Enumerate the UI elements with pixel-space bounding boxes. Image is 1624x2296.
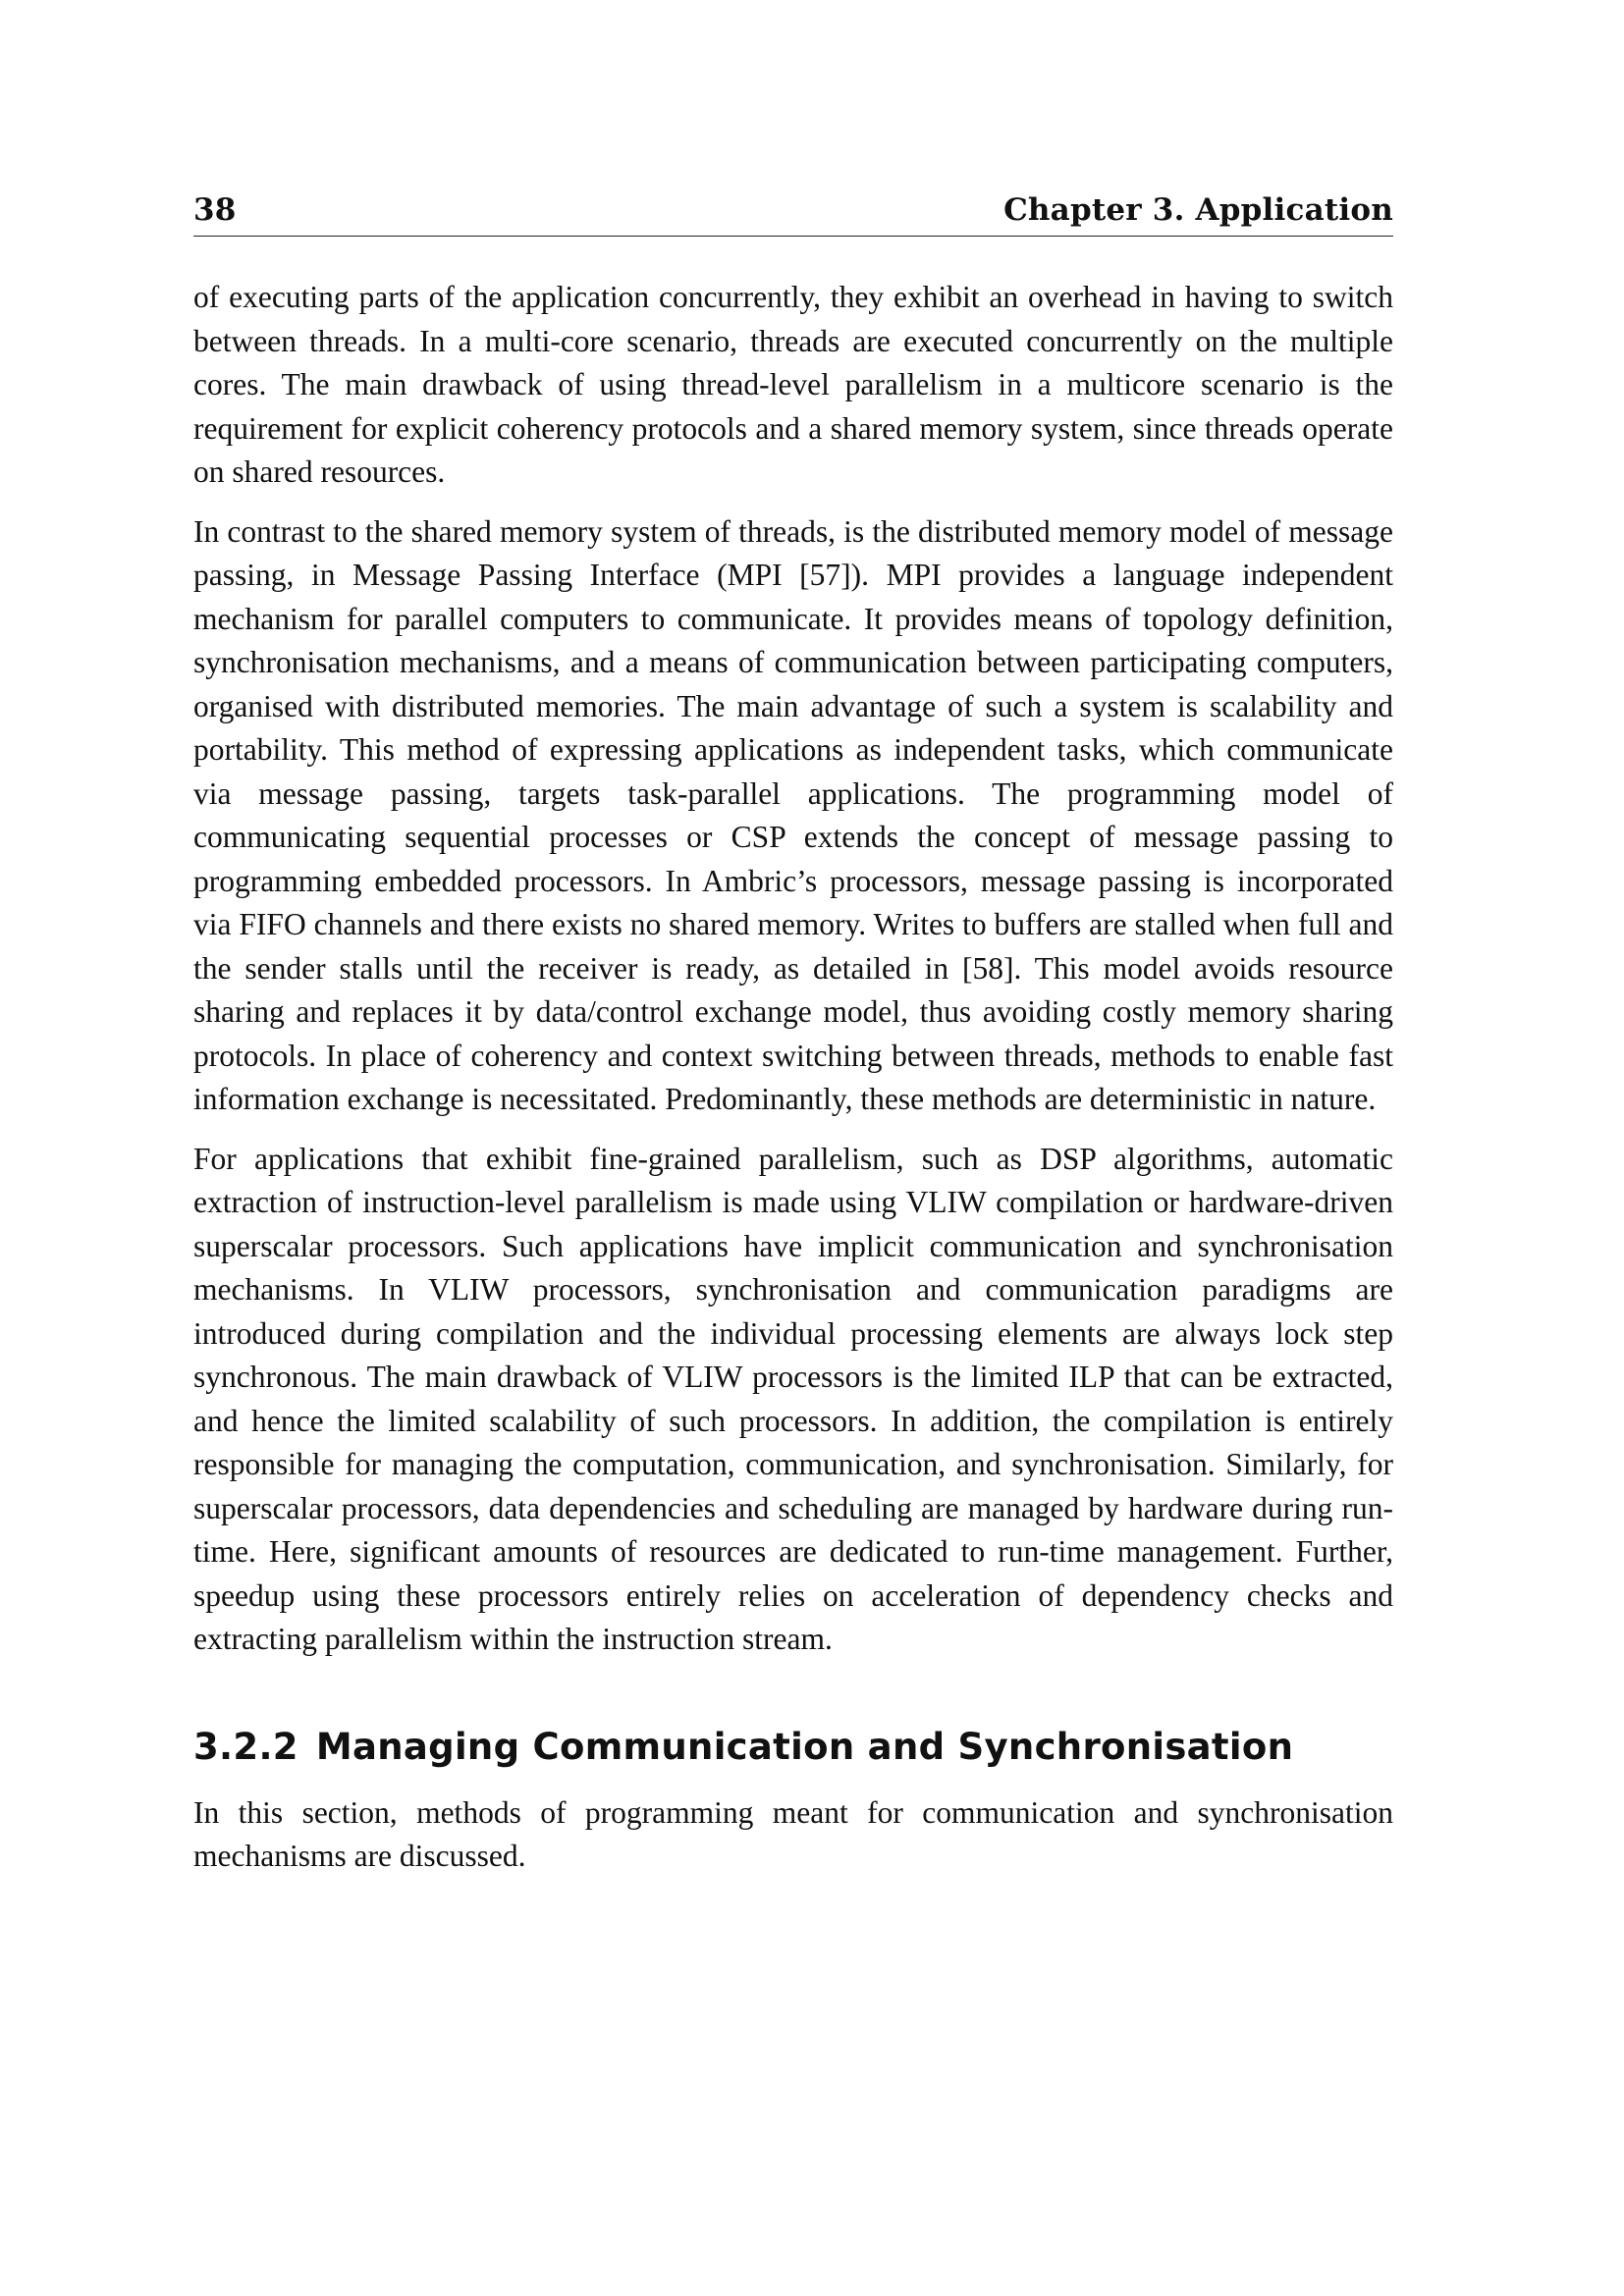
chapter-title: Chapter 3. Application [1003,192,1393,228]
section-paragraph: In this section, methods of programming meant for communication and synchronisation mechanisms are discussed. [193,1794,1393,1873]
body-text [193,276,1393,1879]
paragraph-2: In contrast to the shared memory system of threads, is the distributed memory model of message passing, in Message Passing Interface (MPI [57]). MPI provides a language independent mechanism for parallel computers to communicate. It provides means of topology definition, synchronisation mechanisms, and a means of communication between participating computers, organised with distributed memories. The main advantage of such a system is scalability and portability. This method of expressing applications as independent tasks, which communicate via message passing, targets task-parallel applications. The programming model of communicating sequential processes or CSP extends the concept of message passing to programming embedded processors. In Ambric’s processors, message passing is incorporated via FIFO channels and there exists no shared memory. Writes to buffers are stalled when full and the sender stalls until the receiver is ready, as detailed in [58]. This model avoids resource sharing and replaces it by data/control exchange model, thus avoiding costly memory sharing protocols. In place of coherency and context switching between threads, methods to enable fast information exchange is necessitated. Predominantly, these methods are deterministic in nature. [193,513,1393,1116]
page-number: 38 [193,192,237,228]
running-header [193,192,1393,237]
paragraph-3: For applications that exhibit fine-grained parallelism, such as DSP algorithms, automatic extraction of instruction-level parallelism is made using VLIW compilation or hardware-driven superscalar processors. Such applications have implicit communication and synchronisation mechanisms. In VLIW processors, synchronisation and communication paradigms are introduced during compilation and the individual processing elements are always lock step synchronous. The main drawback of VLIW processors is the limited ILP that can be extracted, and hence the limited scalability of such processors. In addition, the compilation is entirely responsible for managing the computation, communication, and synchronisation. Similarly, for superscalar processors, data dependencies and scheduling are managed by hardware during runtime. Here, significant amounts of resources are dedicated to run-time management. Further, speedup using these processors entirely relies on acceleration of dependency checks and extracting parallelism within the instruction stream. [193,1141,1393,1656]
section-number: 3.2.2 [193,1725,298,1768]
paragraph-1: of executing parts of the application concurrently, they exhibit an overhead in having to switch between threads. In a multi-core scenario, threads are executed concurrently on the multiple cores. The main drawback of using thread-level parallelism in a multicore scenario is the requirement for explicit coherency protocols and a shared memory system, since threads operate on shared resources. [193,280,1393,489]
document-page [193,192,1393,1895]
section-heading [193,1726,1393,1768]
section-title: Managing Communication and Synchronisation [315,1725,1294,1768]
